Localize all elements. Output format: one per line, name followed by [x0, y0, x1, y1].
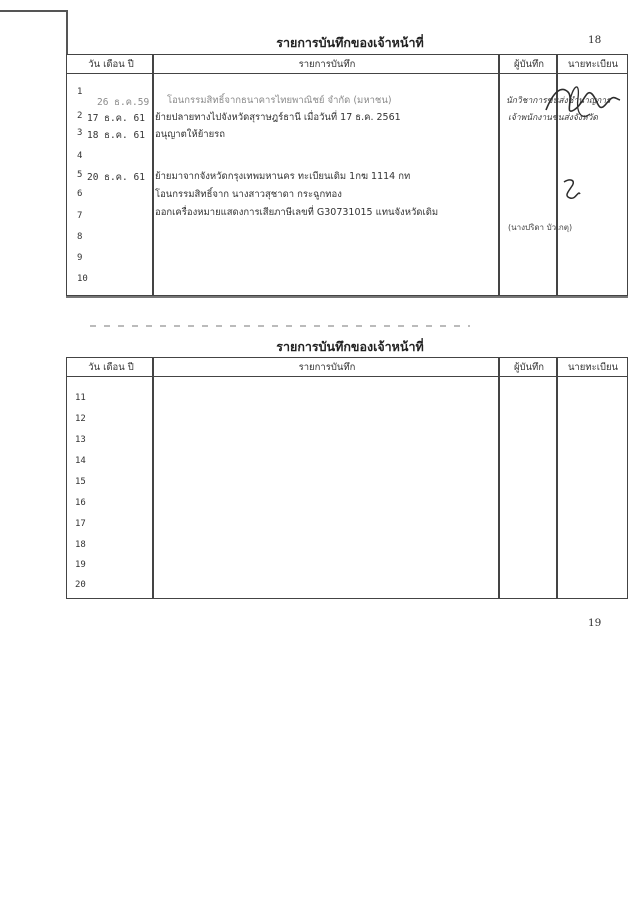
header-recorder: ผู้บันทึก — [513, 362, 545, 373]
column-divider — [152, 358, 154, 598]
row-number: 19 — [75, 560, 86, 570]
header-registrar: นายทะเบียน — [567, 59, 619, 70]
recorder-stamp-line: นักวิชาการขนส่งชำนาญการ — [506, 96, 611, 106]
row-number: 1 — [77, 87, 83, 97]
scan-edge-mark — [66, 296, 628, 298]
page-title: รายการบันทึกของเจ้าหน้าที่ — [276, 35, 424, 50]
row-number: 5 — [77, 170, 83, 180]
row-number: 18 — [75, 540, 86, 550]
row-number: 3 — [77, 128, 83, 138]
entry-date: 26 ธ.ค.59 — [97, 97, 150, 108]
header-recorder: ผู้บันทึก — [513, 59, 545, 70]
header-record: รายการบันทึก — [298, 362, 356, 373]
records-table — [66, 357, 628, 599]
entry-date: 17 ธ.ค. 61 — [87, 113, 145, 124]
scan-noise — [90, 325, 470, 327]
column-divider — [498, 55, 500, 295]
column-divider — [152, 55, 154, 295]
entry-date: 18 ธ.ค. 61 — [87, 130, 145, 141]
row-number: 13 — [75, 435, 86, 445]
row-number: 20 — [75, 580, 86, 590]
column-divider — [498, 358, 500, 598]
entry-text: อนุญาตให้ย้ายรถ — [155, 129, 226, 140]
entry-text: ย้ายมาจากจังหวัดกรุงเทพมหานคร ทะเบียนเดิม 1กฆ 1114 กท — [155, 171, 411, 182]
row-number: 17 — [75, 519, 86, 529]
entry-text: ย้ายปลายทางไปจังหวัดสุราษฎร์ธานี เมื่อวันที่ 17 ธ.ค. 2561 — [155, 112, 401, 123]
row-number: 7 — [77, 211, 83, 221]
row-number: 9 — [77, 253, 83, 263]
column-divider — [556, 358, 558, 598]
row-number: 12 — [75, 414, 86, 424]
scan-edge-mark — [0, 10, 68, 12]
header-date: วัน เดือน ปี — [88, 59, 134, 70]
page-number: 18 — [588, 34, 602, 46]
row-number: 14 — [75, 456, 86, 466]
recorder-stamp-line: เจ้าพนักงานขนส่งจังหวัด — [508, 113, 598, 123]
registrar-name: (นางปริดา บัวเกตุ) — [508, 223, 573, 232]
header-registrar: นายทะเบียน — [567, 362, 619, 373]
row-number: 6 — [77, 189, 83, 199]
row-number: 15 — [75, 477, 86, 487]
table-header — [67, 55, 627, 74]
entry-text: โอนกรรมสิทธิ์จาก นางสาวสุชาดา กระฉูกทอง — [155, 189, 342, 200]
table-header — [67, 358, 627, 377]
row-number: 2 — [77, 111, 83, 121]
page-title: รายการบันทึกของเจ้าหน้าที่ — [276, 339, 424, 354]
header-date: วัน เดือน ปี — [88, 362, 134, 373]
row-number: 8 — [77, 232, 83, 242]
header-record: รายการบันทึก — [298, 59, 356, 70]
entry-text: โอนกรรมสิทธิ์จากธนาคารไทยพาณิชย์ จำกัด (มหาชน) — [167, 95, 392, 106]
signature-scribble-icon — [540, 80, 622, 126]
entry-text: ออกเครื่องหมายแสดงการเสียภาษีเลขที่ G30731015 แทนจังหวัดเดิม — [155, 207, 439, 218]
entry-date: 20 ธ.ค. 61 — [87, 172, 145, 183]
row-number: 11 — [75, 393, 86, 403]
row-number: 10 — [77, 274, 88, 284]
page-number: 19 — [588, 617, 602, 629]
scan-edge-mark — [66, 10, 68, 54]
row-number: 4 — [77, 151, 83, 161]
registrar-signature-icon — [560, 176, 582, 202]
row-number: 16 — [75, 498, 86, 508]
